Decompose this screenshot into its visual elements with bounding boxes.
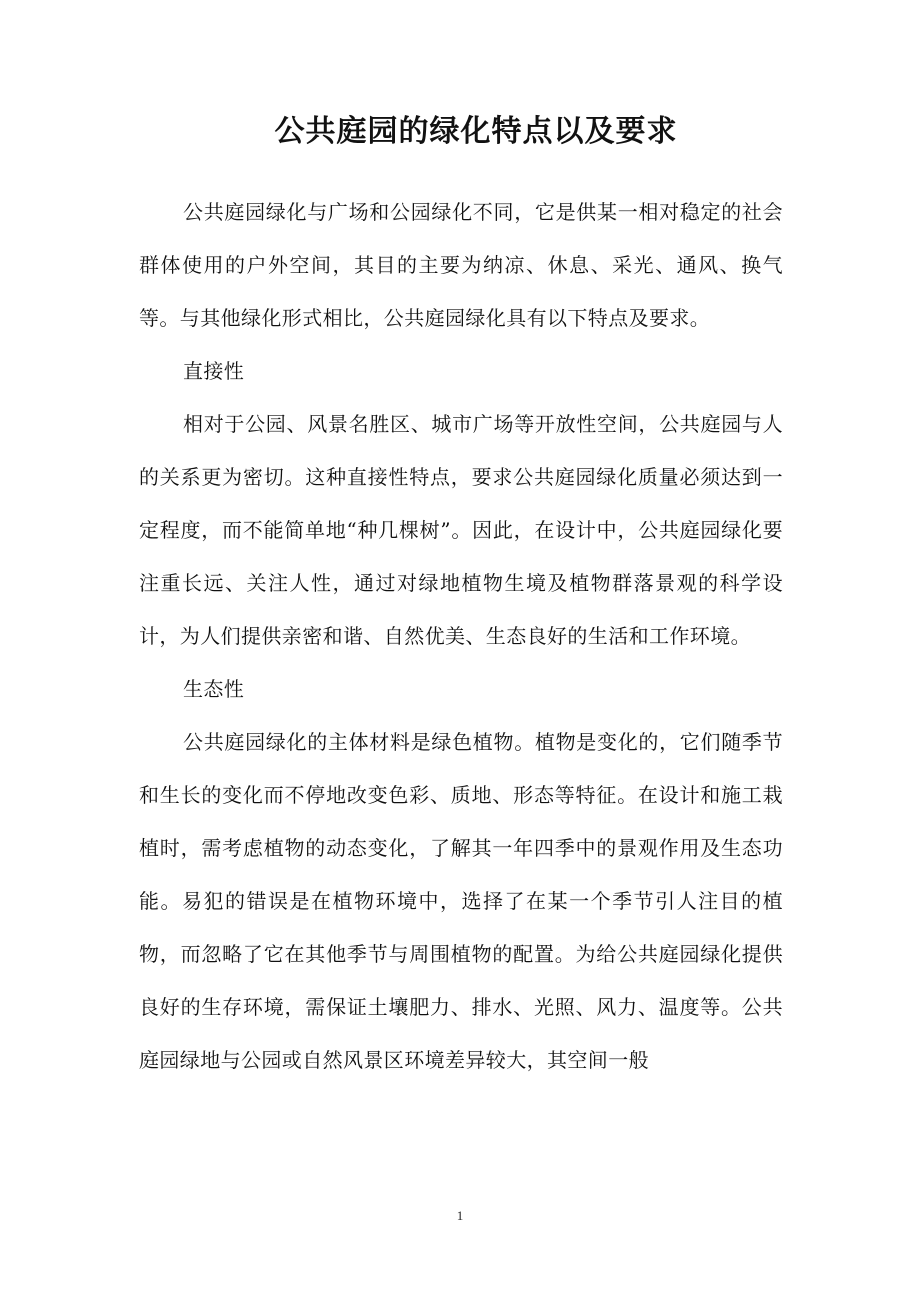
page-number: 1 (456, 1208, 464, 1223)
paragraph-intro: 公共庭园绿化与广场和公园绿化不同，它是供某一相对稳定的社会群体使用的户外空间，其目的主要为纳凉、休息、采光、通风、换气等。与其他绿化形式相比，公共庭园绿化具有以下特点及要求。 (139, 200, 783, 330)
document-body (139, 186, 783, 1087)
section-heading-ecology: 生态性 (183, 677, 245, 701)
paragraph-directness: 相对于公园、风景名胜区、城市广场等开放性空间，公共庭园与人的关系更为密切。这种直接性特点，要求公共庭园绿化质量必须达到一定程度，而不能简单地“种几棵树”。因此，在设计中，公共庭园绿化要注重长远、关注人性，通过对绿地植物生境及植物群落景观的科学设计，为人们提供亲密和谐、自然优美、生态良好的生活和工作环境。 (139, 412, 783, 648)
document-title: 公共庭园的绿化特点以及要求 (274, 114, 678, 149)
section-heading-directness: 直接性 (183, 359, 245, 383)
paragraph-ecology: 公共庭园绿化的主体材料是绿色植物。植物是变化的，它们随季节和生长的变化而不停地改变色彩、质地、形态等特征。在设计和施工栽植时，需考虑植物的动态变化，了解其一年四季中的景观作用及生态功能。易犯的错误是在植物环境中，选择了在某一个季节引人注目的植物，而忽略了它在其他季节与周围植物的配置。为给公共庭园绿化提供良好的生存环境，需保证土壤肥力、排水、光照、风力、温度等。公共庭园绿地与公园或自然风景区环境差异较大，其空间一般 (139, 730, 783, 1072)
